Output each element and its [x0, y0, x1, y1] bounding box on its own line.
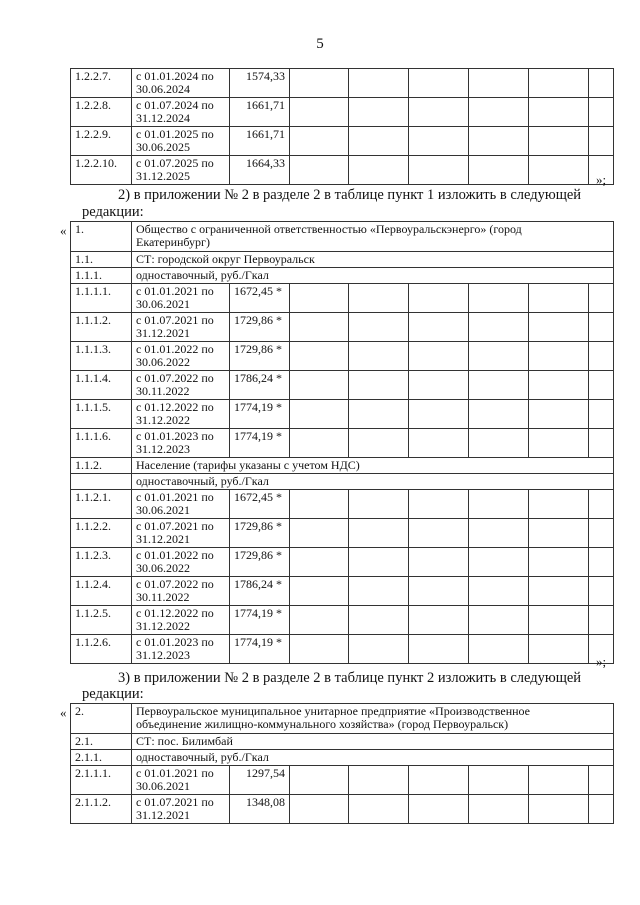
empty-cell [349, 98, 409, 127]
empty-cell [529, 519, 589, 548]
period-start: с 01.12.2022 по [136, 400, 214, 414]
tariff-row [71, 750, 614, 766]
period-start: с 01.07.2021 по [136, 313, 214, 327]
org-row [71, 222, 614, 252]
table-row [71, 284, 614, 313]
period-start: с 01.12.2022 по [136, 606, 214, 620]
empty-cell [290, 69, 349, 98]
tariff-code: 1.1.1. [71, 268, 132, 284]
empty-cell [529, 635, 589, 664]
empty-cell [469, 429, 529, 458]
empty-cell-narrow [589, 127, 614, 156]
empty-cell [409, 795, 469, 824]
period-end: 30.06.2025 [136, 140, 190, 154]
tariff-table-pervouralskenergo [70, 221, 614, 664]
table-row [71, 313, 614, 342]
empty-cell [349, 548, 409, 577]
close-quote-1: »; [596, 172, 607, 187]
row-value: 1664,33 [230, 156, 290, 185]
empty-cell [409, 490, 469, 519]
empty-cell [290, 371, 349, 400]
row-code: 1.1.1.5. [71, 400, 132, 429]
population-row [71, 458, 614, 474]
period-end: 30.11.2022 [136, 384, 190, 398]
row-value: 1661,71 [230, 127, 290, 156]
row-code: 1.1.1.3. [71, 342, 132, 371]
row-period [132, 342, 230, 371]
st-text: СТ: пос. Билимбай [132, 734, 614, 750]
empty-cell [469, 606, 529, 635]
row-code: 1.2.2.8. [71, 98, 132, 127]
st-code: 2.1. [71, 734, 132, 750]
period-start: с 01.07.2022 по [136, 577, 214, 591]
paragraph-3-line-1: 3) в приложении № 2 в разделе 2 в таблице пункт 2 изложить в следующей [118, 670, 582, 686]
empty-cell [290, 342, 349, 371]
empty-cell [290, 98, 349, 127]
empty-cell [349, 156, 409, 185]
empty-cell [409, 519, 469, 548]
empty-cell [529, 400, 589, 429]
empty-cell [349, 429, 409, 458]
table-row [71, 429, 614, 458]
empty-cell [529, 127, 589, 156]
empty-cell [529, 606, 589, 635]
period-start: с 01.01.2021 по [136, 766, 214, 780]
empty-cell [529, 156, 589, 185]
empty-cell-narrow [589, 69, 614, 98]
row-code: 1.1.2.4. [71, 577, 132, 606]
empty-cell [349, 635, 409, 664]
tariff-row [71, 268, 614, 284]
org-name-line-1: Общество с ограниченной ответственностью «Первоуральскэнерго» (город [136, 222, 522, 236]
row-value: 1774,19 * [230, 635, 290, 664]
page-number: 5 [316, 36, 324, 52]
period-end: 31.12.2025 [136, 169, 190, 183]
period-end: 31.12.2022 [136, 619, 190, 633]
empty-cell [290, 635, 349, 664]
population-tariff-code [71, 474, 132, 490]
period-end: 31.12.2021 [136, 326, 190, 340]
table-row [71, 490, 614, 519]
empty-cell [409, 69, 469, 98]
period-start: с 01.01.2022 по [136, 548, 214, 562]
empty-cell [290, 606, 349, 635]
empty-cell [409, 577, 469, 606]
row-value: 1672,45 * [230, 490, 290, 519]
empty-cell [529, 548, 589, 577]
period-start: с 01.07.2021 по [136, 795, 214, 809]
empty-cell [349, 313, 409, 342]
org-name-line-2: Екатеринбург) [136, 235, 210, 249]
empty-cell [469, 400, 529, 429]
table-row [71, 69, 614, 98]
row-period [132, 519, 230, 548]
empty-cell [469, 577, 529, 606]
empty-cell [349, 284, 409, 313]
st-code: 1.1. [71, 252, 132, 268]
empty-cell [529, 69, 589, 98]
table-row [71, 577, 614, 606]
table-row [71, 400, 614, 429]
empty-cell-narrow [589, 313, 614, 342]
empty-cell [349, 127, 409, 156]
row-value: 1774,19 * [230, 606, 290, 635]
row-period [132, 577, 230, 606]
empty-cell [349, 69, 409, 98]
empty-cell [290, 766, 349, 795]
paragraph-2-line-2: редакции: [82, 204, 144, 220]
empty-cell [409, 548, 469, 577]
empty-cell [349, 766, 409, 795]
st-text: СТ: городской округ Первоуральск [132, 252, 614, 268]
empty-cell [529, 371, 589, 400]
period-start: с 01.07.2021 по [136, 519, 214, 533]
period-end: 30.06.2021 [136, 503, 190, 517]
row-period [132, 284, 230, 313]
empty-cell [290, 127, 349, 156]
empty-cell [469, 371, 529, 400]
table-row [71, 635, 614, 664]
period-start: с 01.01.2021 по [136, 490, 214, 504]
empty-cell [349, 577, 409, 606]
tariff-text: одноставочный, руб./Гкал [132, 750, 614, 766]
row-period [132, 548, 230, 577]
row-period [132, 156, 230, 185]
row-value: 1786,24 * [230, 371, 290, 400]
period-end: 30.06.2024 [136, 82, 190, 96]
st-row [71, 734, 614, 750]
org-name [132, 704, 614, 734]
row-value: 1729,86 * [230, 519, 290, 548]
empty-cell [409, 400, 469, 429]
row-value: 1297,54 [230, 766, 290, 795]
open-quote-2: « [60, 705, 67, 720]
table-row [71, 127, 614, 156]
empty-cell [529, 766, 589, 795]
empty-cell [409, 635, 469, 664]
period-end: 30.06.2022 [136, 561, 190, 575]
tariff-code: 2.1.1. [71, 750, 132, 766]
row-period [132, 371, 230, 400]
empty-cell [290, 284, 349, 313]
table-row [71, 156, 614, 185]
empty-cell [409, 371, 469, 400]
tariff-table-pmup [70, 703, 614, 824]
empty-cell [409, 606, 469, 635]
empty-cell [290, 313, 349, 342]
row-period [132, 795, 230, 824]
empty-cell [469, 127, 529, 156]
row-value: 1774,19 * [230, 400, 290, 429]
period-start: с 01.01.2023 по [136, 635, 214, 649]
row-code: 1.1.2.2. [71, 519, 132, 548]
row-period [132, 429, 230, 458]
period-end: 30.06.2021 [136, 779, 190, 793]
row-value: 1574,33 [230, 69, 290, 98]
empty-cell [469, 490, 529, 519]
row-period [132, 313, 230, 342]
empty-cell [409, 429, 469, 458]
tariff-text: одноставочный, руб./Гкал [132, 268, 614, 284]
table-row [71, 371, 614, 400]
row-period [132, 606, 230, 635]
empty-cell-narrow [589, 577, 614, 606]
org-name-line-1: Первоуральское муниципальное унитарное предприятие «Производственное [136, 704, 531, 718]
empty-cell [529, 795, 589, 824]
empty-cell [290, 548, 349, 577]
empty-cell [529, 577, 589, 606]
empty-cell [409, 766, 469, 795]
empty-cell [349, 490, 409, 519]
period-start: с 01.01.2023 по [136, 429, 214, 443]
table-row [71, 766, 614, 795]
row-period [132, 127, 230, 156]
empty-cell [349, 606, 409, 635]
row-period [132, 400, 230, 429]
row-period [132, 635, 230, 664]
paragraph-2-line-1: 2) в приложении № 2 в разделе 2 в таблице пункт 1 изложить в следующей [118, 187, 582, 203]
row-code: 1.1.1.4. [71, 371, 132, 400]
empty-cell-narrow [589, 342, 614, 371]
period-end: 31.12.2023 [136, 648, 190, 662]
empty-cell-narrow [589, 795, 614, 824]
row-value: 1786,24 * [230, 577, 290, 606]
empty-cell [290, 519, 349, 548]
population-code: 1.1.2. [71, 458, 132, 474]
row-period [132, 69, 230, 98]
empty-cell-narrow [589, 400, 614, 429]
empty-cell [469, 69, 529, 98]
period-end: 31.12.2023 [136, 442, 190, 456]
period-end: 30.06.2021 [136, 297, 190, 311]
table-row [71, 548, 614, 577]
open-quote-1: « [60, 223, 67, 238]
period-start: с 01.01.2022 по [136, 342, 214, 356]
empty-cell [290, 577, 349, 606]
empty-cell [290, 400, 349, 429]
empty-cell [469, 284, 529, 313]
empty-cell [529, 490, 589, 519]
empty-cell-narrow [589, 98, 614, 127]
table-row [71, 519, 614, 548]
empty-cell [469, 795, 529, 824]
row-value: 1661,71 [230, 98, 290, 127]
empty-cell [409, 313, 469, 342]
empty-cell [409, 156, 469, 185]
paragraph-3-line-2: редакции: [82, 686, 144, 702]
row-period [132, 766, 230, 795]
empty-cell [469, 98, 529, 127]
population-text: Население (тарифы указаны с учетом НДС) [132, 458, 614, 474]
st-row [71, 252, 614, 268]
row-value: 1672,45 * [230, 284, 290, 313]
empty-cell [469, 156, 529, 185]
row-code: 1.2.2.9. [71, 127, 132, 156]
empty-cell-narrow [589, 606, 614, 635]
row-period [132, 490, 230, 519]
empty-cell [349, 400, 409, 429]
empty-cell [529, 429, 589, 458]
empty-cell [409, 342, 469, 371]
period-start: с 01.01.2021 по [136, 284, 214, 298]
empty-cell [290, 156, 349, 185]
row-code: 1.1.1.6. [71, 429, 132, 458]
empty-cell [529, 284, 589, 313]
org-code: 2. [71, 704, 132, 734]
row-code: 1.2.2.7. [71, 69, 132, 98]
period-end: 30.06.2022 [136, 355, 190, 369]
period-start: с 01.07.2024 по [136, 98, 214, 112]
row-code: 1.1.1.2. [71, 313, 132, 342]
row-code: 1.1.2.6. [71, 635, 132, 664]
empty-cell-narrow [589, 548, 614, 577]
empty-cell [529, 313, 589, 342]
empty-cell-narrow [589, 766, 614, 795]
empty-cell [349, 371, 409, 400]
empty-cell-narrow [589, 371, 614, 400]
empty-cell [409, 284, 469, 313]
close-quote-2: »; [596, 654, 607, 669]
org-name-line-2: объединение жилищно-коммунального хозяйства» (город Первоуральск) [136, 717, 509, 731]
period-start: с 01.01.2024 по [136, 69, 214, 83]
empty-cell [469, 342, 529, 371]
row-value: 1774,19 * [230, 429, 290, 458]
empty-cell-narrow [589, 429, 614, 458]
row-code: 2.1.1.1. [71, 766, 132, 795]
population-tariff-row [71, 474, 614, 490]
row-code: 1.1.2.1. [71, 490, 132, 519]
period-start: с 01.01.2025 по [136, 127, 214, 141]
row-code: 2.1.1.2. [71, 795, 132, 824]
tariff-table-top [70, 68, 614, 185]
empty-cell [529, 342, 589, 371]
row-value: 1729,86 * [230, 313, 290, 342]
period-end: 31.12.2024 [136, 111, 190, 125]
table-row [71, 342, 614, 371]
empty-cell-narrow [589, 284, 614, 313]
empty-cell [349, 519, 409, 548]
empty-cell [349, 342, 409, 371]
row-code: 1.1.2.5. [71, 606, 132, 635]
row-value: 1729,86 * [230, 548, 290, 577]
row-value: 1729,86 * [230, 342, 290, 371]
empty-cell [349, 795, 409, 824]
period-start: с 01.07.2022 по [136, 371, 214, 385]
empty-cell-narrow [589, 519, 614, 548]
empty-cell [409, 98, 469, 127]
empty-cell [469, 635, 529, 664]
empty-cell [409, 127, 469, 156]
period-end: 31.12.2022 [136, 413, 190, 427]
org-name [132, 222, 614, 252]
row-code: 1.1.2.3. [71, 548, 132, 577]
table-row [71, 98, 614, 127]
empty-cell [469, 519, 529, 548]
table-row [71, 606, 614, 635]
empty-cell [469, 548, 529, 577]
table-row [71, 795, 614, 824]
empty-cell [529, 98, 589, 127]
empty-cell [290, 795, 349, 824]
period-end: 30.11.2022 [136, 590, 190, 604]
population-tariff-text: одноставочный, руб./Гкал [132, 474, 614, 490]
org-row [71, 704, 614, 734]
period-end: 31.12.2021 [136, 808, 190, 822]
empty-cell [469, 766, 529, 795]
row-code: 1.1.1.1. [71, 284, 132, 313]
period-start: с 01.07.2025 по [136, 156, 214, 170]
empty-cell-narrow [589, 490, 614, 519]
row-period [132, 98, 230, 127]
empty-cell [469, 313, 529, 342]
org-code: 1. [71, 222, 132, 252]
empty-cell [290, 490, 349, 519]
row-code: 1.2.2.10. [71, 156, 132, 185]
period-end: 31.12.2021 [136, 532, 190, 546]
empty-cell [290, 429, 349, 458]
row-value: 1348,08 [230, 795, 290, 824]
